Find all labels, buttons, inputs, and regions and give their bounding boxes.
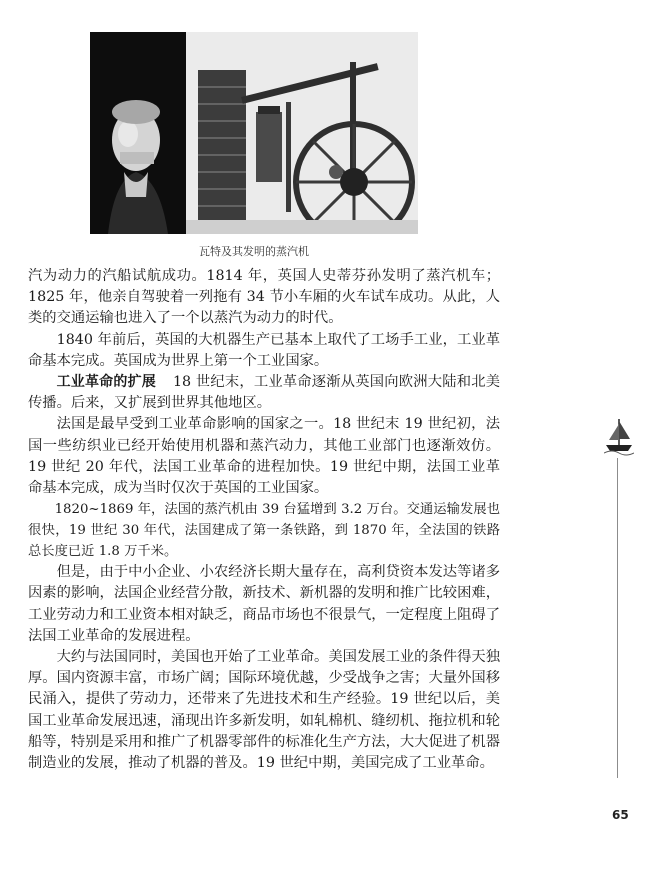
paragraph: 大约与法国同时，美国也开始了工业革命。美国发展工业的条件得天独厚。国内资源丰富，市场广阔；国际环境优越，少受战争之害；大量外国移民涌入，提供了劳动力，还带来了先进技术和生产经验。19 世纪以后，美国工业革命发展迅速，涌现出许多新发明，如轧棉机、缝纫机、拖拉机和轮船等，特别是采用和推广了机器零部件的标准化生产方法，大大促进了机器制造业的发展，推动了机器的普及。19 世纪中期，美国完成了工业革命。 (28, 649, 500, 772)
figure-caption: 瓦特及其发明的蒸汽机 (199, 245, 309, 258)
paragraph-text: 18 世纪末，工业革命逐渐从英国向欧洲大陆和北美传播。后来，又扩展到世界其他地区。 (28, 374, 500, 412)
supplementary-note: 1820~1869 年，法国的蒸汽机由 39 台猛增到 3.2 万台。交通运输发展也很快，19 世纪 30 年代，法国建成了第一条铁路，到 1870 年，全法国的铁路总长度已近 1.8 万千米。 (28, 502, 500, 560)
paragraph: 法国是最早受到工业革命影响的国家之一。18 世纪末 19 世纪初，法国一些纺织业已经开始使用机器和蒸汽动力，其他工业部门也逐渐效仿。19 世纪 20 年代，法国工业革命的进程加快。19 世纪中期，法国工业革命基本完成，成为当时仅次于英国的工业国家。 (28, 416, 500, 497)
paragraph: 1840 年前后，英国的大机器生产已基本上取代了工场手工业，工业革命基本完成。英国成为世界上第一个工业国家。 (28, 331, 500, 369)
paragraph: 汽为动力的汽船试航成功。1814 年，英国人史蒂芬孙发明了蒸汽机车；1825 年，他亲自驾驶着一列拖有 34 节小车厢的火车试车成功。从此，人类的交通运输也进入了一个以蒸汽为动力的时代。 (28, 268, 500, 327)
figure-photo (90, 32, 418, 234)
side-divider (617, 458, 618, 778)
sailing-ship-icon (604, 415, 634, 457)
paragraph-with-subheading (28, 372, 500, 414)
body-text (28, 266, 500, 774)
subheading: 工业革命的扩展 (56, 374, 156, 391)
page-number: 65 (612, 808, 629, 822)
paragraph: 但是，由于中小企业、小农经济长期大量存在，高利贷资本发达等诸多因素的影响，法国企业经营分散，新技术、新机器的发明和推广比较困难，工业劳动力和工业资本相对缺乏，商品市场也不很景气，一定程度上阻碍了法国工业革命的发展进程。 (28, 564, 500, 644)
